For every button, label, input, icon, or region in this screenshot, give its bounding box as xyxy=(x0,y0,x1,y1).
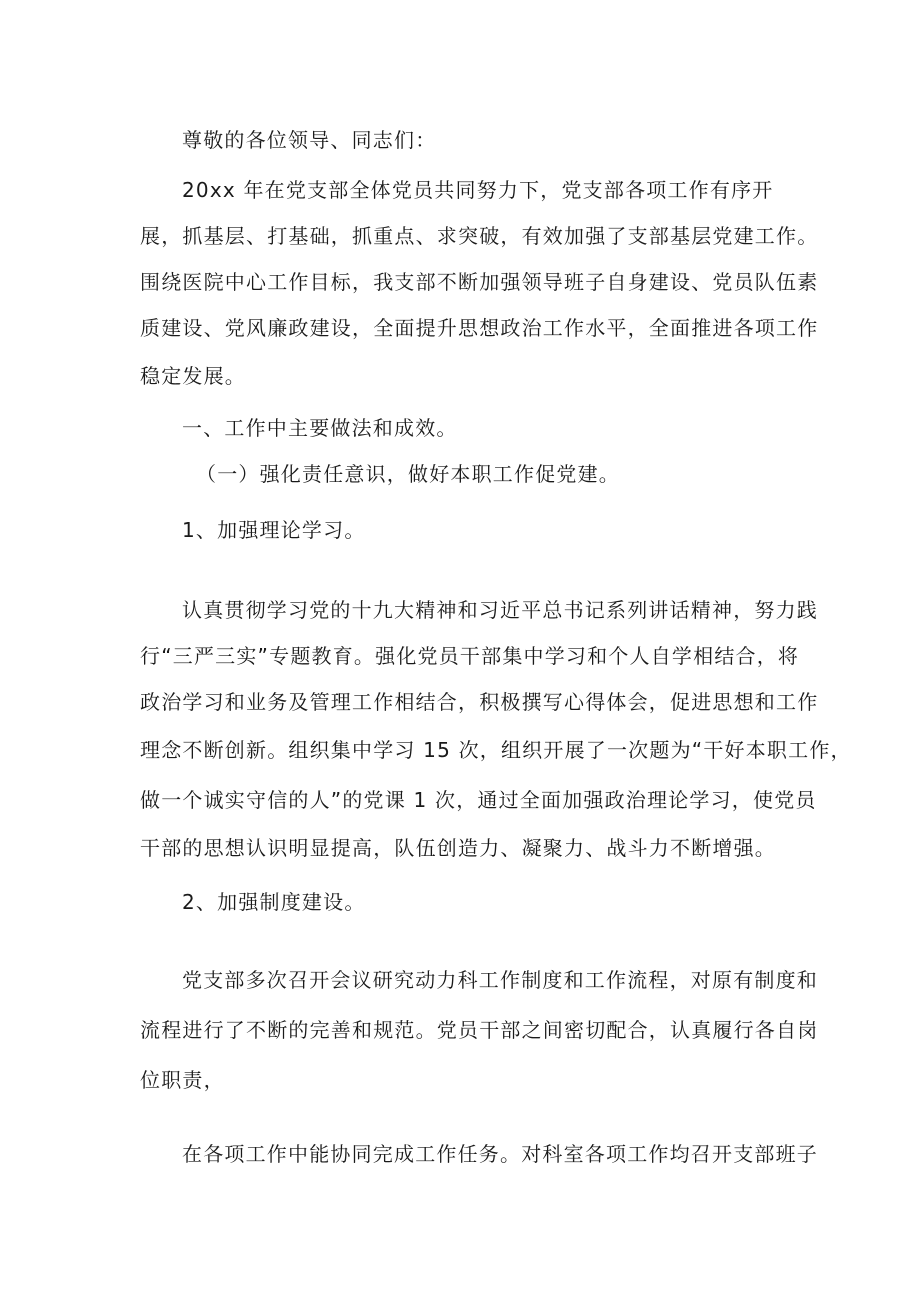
salutation: 尊敬的各位领导、同志们： xyxy=(182,128,437,152)
body-line: 认真贯彻学习党的十九大精神和习近平总书记系列讲话精神，努力践 xyxy=(182,598,818,622)
item-heading: 2、加强制度建设。 xyxy=(182,890,366,914)
body-line: 行“三严三实”专题教育。强化党员干部集中学习和个人自学相结合，将 xyxy=(140,644,800,668)
body-line: 政治学习和业务及管理工作相结合，积极撰写心得体会，促进思想和工作 xyxy=(140,690,819,714)
intro-line: 20xx 年在党支部全体党员共同努力下，党支部各项工作有序开 xyxy=(182,178,774,202)
subsection-heading: （一）强化责任意识，做好本职工作促党建。 xyxy=(196,462,620,486)
body-line: 在各项工作中能协同完成工作任务。对科室各项工作均召开支部班子 xyxy=(182,1142,818,1166)
intro-line: 围绕医院中心工作目标，我支部不断加强领导班子自身建设、党员队伍素 xyxy=(140,270,819,294)
body-line: 党支部多次召开会议研究动力科工作制度和工作流程，对原有制度和 xyxy=(182,968,818,992)
body-line: 流程进行了不断的完善和规范。党员干部之间密切配合，认真履行各自岗 xyxy=(140,1018,819,1042)
intro-line: 质建设、党风廉政建设，全面提升思想政治工作水平，全面推进各项工作 xyxy=(140,316,819,340)
body-line: 干部的思想认识明显提高，队伍创造力、凝聚力、战斗力不断增强。 xyxy=(140,836,776,860)
section-heading: 一、工作中主要做法和成效。 xyxy=(182,416,458,440)
body-line: 做一个诚实守信的人”的党课 1 次，通过全面加强政治理论学习，使党员 xyxy=(140,788,817,812)
body-line: 理念不断创新。组织集中学习 15 次，组织开展了一次题为“干好本职工作， xyxy=(140,738,852,762)
body-line: 位职责， xyxy=(140,1068,225,1092)
intro-line: 展，抓基层、打基础，抓重点、求突破，有效加强了支部基层党建工作。 xyxy=(140,224,819,248)
item-heading: 1、加强理论学习。 xyxy=(182,518,366,542)
intro-line: 稳定发展。 xyxy=(140,364,246,388)
